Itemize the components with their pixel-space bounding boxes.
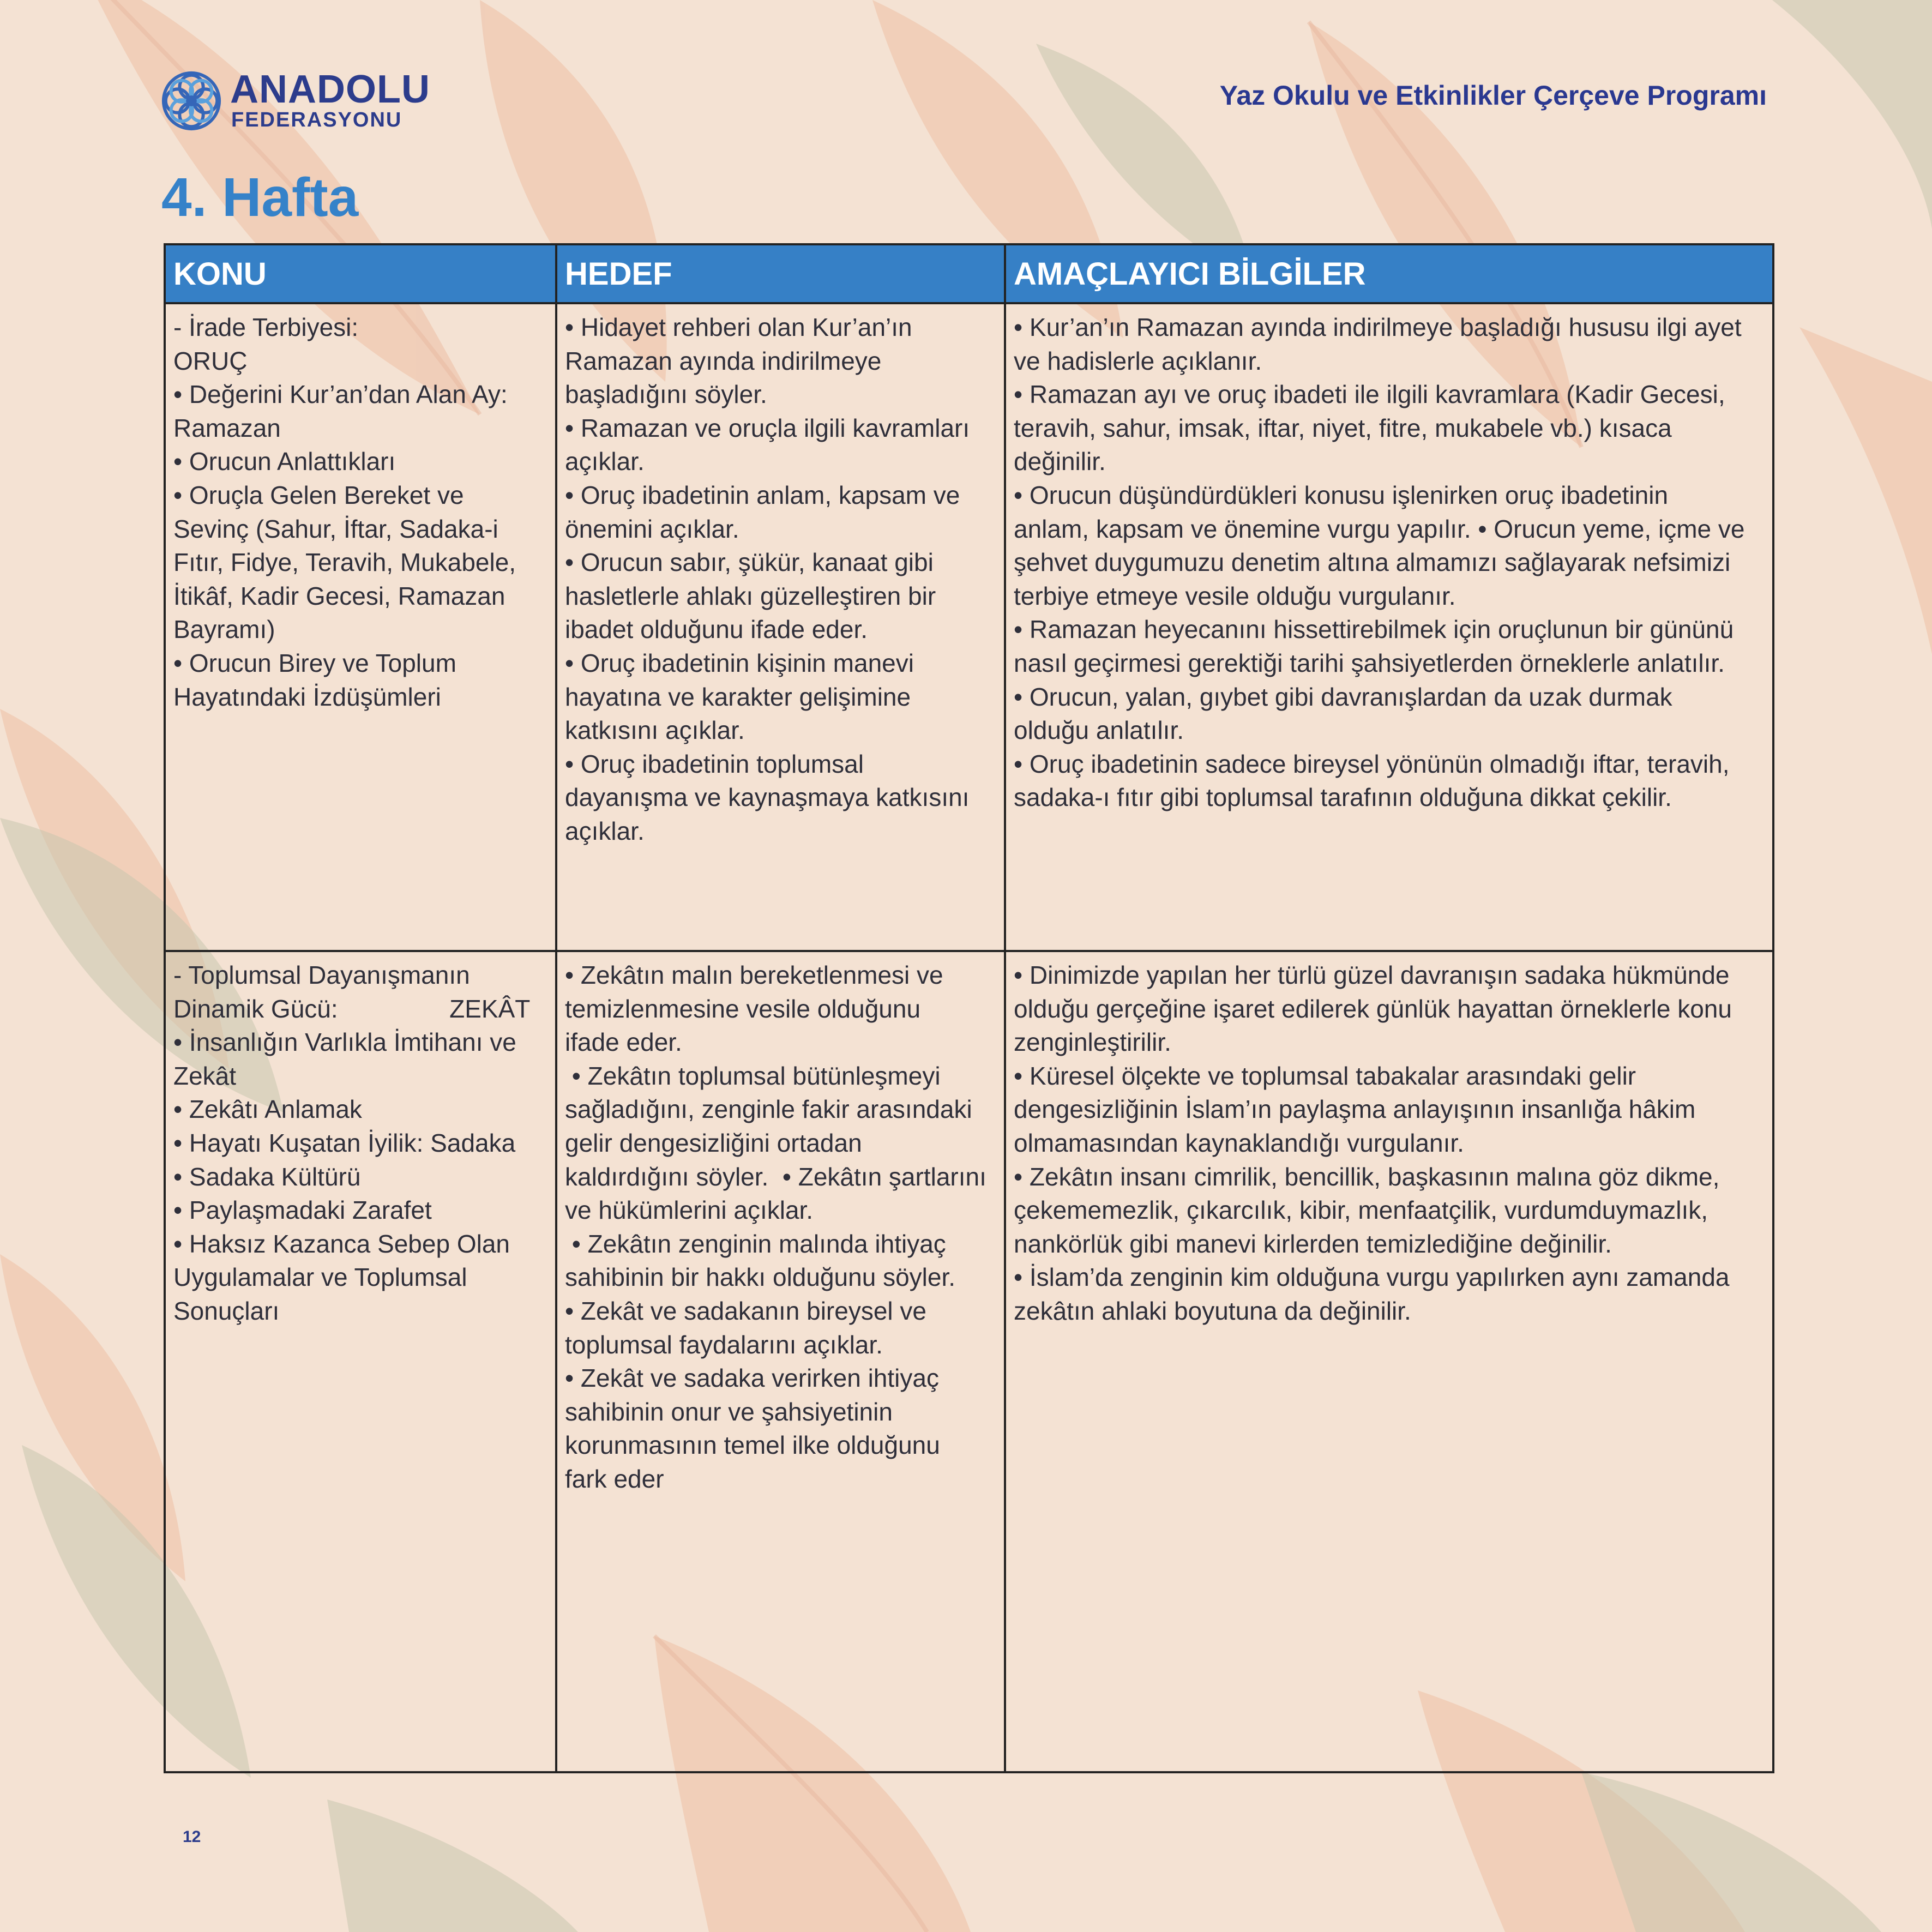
cell-text-line: ifade eder. <box>565 1028 682 1057</box>
cell-text-line: terbiye etmeye vesile olduğu vurgulanır. <box>1014 581 1456 610</box>
cell-amaclayici-bilgiler <box>1005 303 1773 951</box>
cell-text-line: Fıtır, Fidye, Teravih, Mukabele, <box>173 548 516 577</box>
cell-text-line: ORUÇ <box>173 346 248 375</box>
cell-text-line: • Hayatı Kuşatan İyilik: Sadaka <box>173 1128 516 1157</box>
cell-text-line: - İrade Terbiyesi: <box>173 313 359 341</box>
cell-text-line: nankörlük gibi manevi kirlerden temizlediğine değinilir. <box>1014 1229 1612 1258</box>
cell-text-line: katkısını açıklar. <box>565 716 745 745</box>
cell-text-line: açıklar. <box>565 447 645 476</box>
cell-text-line: • Oruç ibadetinin sadece bireysel yönünün olmadığı iftar, teravih, <box>1014 749 1730 778</box>
cell-text-line: Zekât <box>173 1061 237 1090</box>
cell-text-line: • Zekâtın toplumsal bütünleşmeyi <box>565 1061 941 1090</box>
cell-text-line: kaldırdığını söyler. • Zekâtın şartlarını <box>565 1162 986 1191</box>
cell-text-line: • Orucun Anlattıkları <box>173 447 396 476</box>
cell-text-line: teravih, sahur, imsak, iftar, niyet, fitre, mukabele vb.) kısaca <box>1014 413 1672 442</box>
cell-text-line: sağladığını, zenginle fakir arasındaki <box>565 1095 972 1124</box>
cell-text-line: fark eder <box>565 1464 664 1493</box>
cell-text-line: • Dinimizde yapılan her türlü güzel davranışın sadaka hükmünde <box>1014 961 1730 989</box>
cell-text-line: • Orucun Birey ve Toplum <box>173 648 456 677</box>
cell-text-line: sahibinin bir hakkı olduğunu söyler. <box>565 1263 956 1292</box>
cell-text-line: ve hükümlerini açıklar. <box>565 1196 814 1225</box>
cell-text-line: Sevinç (Sahur, İftar, Sadaka-i <box>173 514 498 543</box>
table-row <box>165 303 1773 951</box>
cell-text-line: • Zekâtın malın bereketlenmesi ve <box>565 961 943 989</box>
cell-text-line: nasıl geçirmesi gerektiği tarihi şahsiyetlerden örneklerle anlatılır. <box>1014 648 1725 677</box>
cell-text-line: • Oruç ibadetinin anlam, kapsam ve <box>565 480 960 509</box>
cell-text-line: dengesizliğinin İslam’ın paylaşma anlayışının insanlığa hâkim <box>1014 1095 1696 1124</box>
flower-logo-icon <box>159 69 224 133</box>
cell-text-line: • Kur’an’ın Ramazan ayında indirilmeye başladığı hususu ilgi ayet <box>1014 313 1742 341</box>
cell-text-line: • Sadaka Kültürü <box>173 1162 361 1191</box>
cell-text-line: • Ramazan ve oruçla ilgili kavramları <box>565 413 970 442</box>
cell-text-line: • İnsanlığın Varlıkla İmtihanı ve <box>173 1028 516 1057</box>
cell-text-line: gelir dengesizliğini ortadan <box>565 1128 862 1157</box>
cell-text-line: • Zekât ve sadaka verirken ihtiyaç <box>565 1364 939 1393</box>
cell-text-line: • Değerini Kur’an’dan Alan Ay: <box>173 380 508 409</box>
cell-text-line: olduğu anlatılır. <box>1014 716 1184 745</box>
cell-text-line: anlam, kapsam ve önemine vurgu yapılır. • Orucun yeme, içme ve <box>1014 514 1745 543</box>
logo-subtitle: FEDERASYONU <box>231 109 402 131</box>
cell-text-line: korunmasının temel ilke olduğunu <box>565 1431 940 1460</box>
cell-text-line: • Hidayet rehberi olan Kur’an’ın <box>565 313 912 341</box>
cell-text-line: • Zekât ve sadakanın bireysel ve <box>565 1296 927 1325</box>
logo-name: ANADOLU <box>230 68 430 111</box>
cell-text-line: Uygulamalar ve Toplumsal <box>173 1263 467 1292</box>
cell-text-line: hayatına ve karakter gelişimine <box>565 682 911 711</box>
cell-text-line: • Zekâtın insanı cimrilik, bencillik, başkasının malına göz dikme, <box>1014 1162 1720 1191</box>
cell-text-line: • Oruç ibadetinin toplumsal <box>565 749 864 778</box>
table-row <box>165 951 1773 1772</box>
page-title: 4. Hafta <box>161 167 359 228</box>
cell-text-line: • Ramazan heyecanını hissettirebilmek için oruçlunun bir gününü <box>1014 615 1734 644</box>
cell-text-line: • Oruçla Gelen Bereket ve <box>173 480 464 509</box>
cell-text-line: şehvet duygumuzu denetim altına almamızı sağlayarak nefsimizi <box>1014 548 1731 577</box>
cell-hedef <box>556 303 1005 951</box>
table-header-row <box>165 244 1773 303</box>
program-title: Yaz Okulu ve Etkinlikler Çerçeve Programı <box>1219 80 1767 111</box>
cell-text-line: • Küresel ölçekte ve toplumsal tabakalar arasındaki gelir <box>1014 1061 1636 1090</box>
cell-text-line: • Zekâtın zenginin malında ihtiyaç <box>565 1229 946 1258</box>
cell-text-line: Bayramı) <box>173 615 275 644</box>
cell-text-line: önemini açıklar. <box>565 514 739 543</box>
cell-text-line: ibadet olduğunu ifade eder. <box>565 615 868 644</box>
column-header-amaclayici-bilgiler: AMAÇLAYICI BİLGİLER <box>1005 244 1773 303</box>
schedule-table <box>164 243 1774 1773</box>
cell-text-line: • Ramazan ayı ve oruç ibadeti ile ilgili kavramlara (Kadir Gecesi, <box>1014 380 1725 409</box>
cell-text-line: • Orucun sabır, şükür, kanaat gibi <box>565 548 934 577</box>
cell-text-line: sadaka-ı fıtır gibi toplumsal tarafının olduğuna dikkat çekilir. <box>1014 783 1672 812</box>
cell-text-line: • Oruç ibadetinin kişinin manevi <box>565 648 914 677</box>
cell-amaclayici-bilgiler <box>1005 951 1773 1772</box>
cell-text-line: toplumsal faydalarını açıklar. <box>565 1330 883 1359</box>
cell-hedef <box>556 951 1005 1772</box>
cell-text-line: zenginleştirilir. <box>1014 1028 1171 1057</box>
cell-text-line: hasletlerle ahlakı güzelleştiren bir <box>565 581 936 610</box>
page-number: 12 <box>183 1828 201 1846</box>
cell-text-line: zekâtın ahlaki boyutuna da değinilir. <box>1014 1296 1411 1325</box>
cell-text-line: Dinamik Gücü: ZEKÂT <box>173 994 531 1023</box>
cell-text-line: - Toplumsal Dayanışmanın <box>173 961 470 989</box>
cell-text-line: • Zekâtı Anlamak <box>173 1095 362 1124</box>
cell-text-line: sahibinin onur ve şahsiyetinin <box>565 1397 893 1426</box>
cell-text-line: • İslam’da zenginin kim olduğuna vurgu yapılırken aynı zamanda <box>1014 1263 1730 1292</box>
column-header-konu: KONU <box>165 244 556 303</box>
cell-text-line: temizlenmesine vesile olduğunu <box>565 994 921 1023</box>
cell-text-line: olmamasından kaynaklandığı vurgulanır. <box>1014 1128 1464 1157</box>
cell-konu <box>165 303 556 951</box>
cell-text-line: • Paylaşmadaki Zarafet <box>173 1196 432 1225</box>
cell-text-line: • Orucun düşündürdükleri konusu işlenirken oruç ibadetinin <box>1014 480 1669 509</box>
cell-text-line: dayanışma ve kaynaşmaya katkısını <box>565 783 970 812</box>
cell-text-line: Hayatındaki İzdüşümleri <box>173 682 441 711</box>
cell-text-line: Sonuçları <box>173 1296 280 1325</box>
cell-text-line: açıklar. <box>565 816 645 845</box>
cell-konu <box>165 951 556 1772</box>
federation-logo <box>159 67 430 135</box>
cell-text-line: İtikâf, Kadir Gecesi, Ramazan <box>173 581 505 610</box>
column-header-hedef: HEDEF <box>556 244 1005 303</box>
cell-text-line: ve hadislerle açıklanır. <box>1014 346 1262 375</box>
cell-text-line: Ramazan ayında indirilmeye <box>565 346 882 375</box>
cell-text-line: çekememezlik, çıkarcılık, kibir, menfaatçilik, vurdumduymazlık, <box>1014 1196 1708 1225</box>
cell-text-line: Ramazan <box>173 413 281 442</box>
cell-text-line: başladığını söyler. <box>565 380 767 409</box>
cell-text-line: • Haksız Kazanca Sebep Olan <box>173 1229 510 1258</box>
cell-text-line: değinilir. <box>1014 447 1106 476</box>
cell-text-line: • Orucun, yalan, gıybet gibi davranışlardan da uzak durmak <box>1014 682 1672 711</box>
cell-text-line: olduğu gerçeğine işaret edilerek günlük hayattan örneklerle konu <box>1014 994 1732 1023</box>
